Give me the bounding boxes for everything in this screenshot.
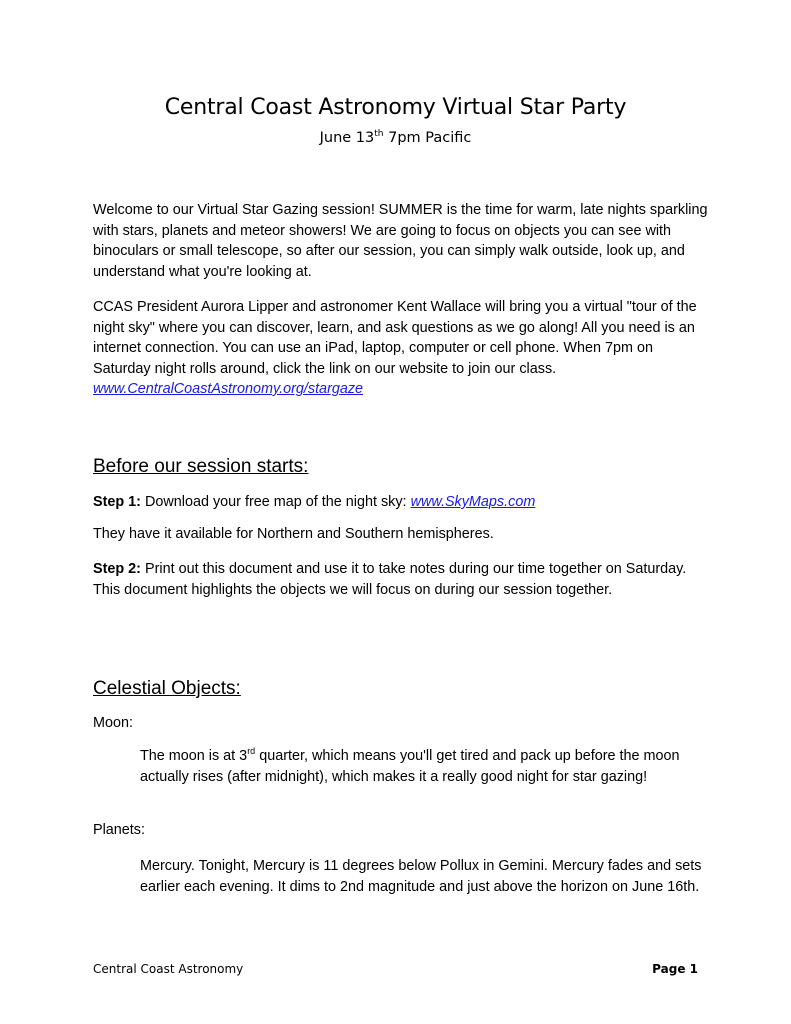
section-heading-before: Before our session starts: xyxy=(93,456,309,477)
stargaze-link[interactable]: www.CentralCoastAstronomy.org/stargaze xyxy=(93,381,364,397)
footer-page-number: Page 1 xyxy=(652,962,698,976)
planets-label: Planets: xyxy=(93,822,145,838)
step-1-label: Step 1: xyxy=(93,494,141,510)
intro-paragraph-2-text: CCAS President Aurora Lipper and astronomer Kent Wallace will bring you a virtual "tour of the night sky" where you can discover, learn, and ask questions as we go along! All you need is an internet connection. You can use an iPad, laptop, computer or cell phone. When 7pm on Saturday night rolls around, click the link on our website to join our class. xyxy=(93,299,697,377)
step-2 xyxy=(93,559,713,600)
section-heading-celestial: Celestial Objects: xyxy=(93,678,241,699)
moon-description xyxy=(140,746,720,787)
event-date-time: 7pm Pacific xyxy=(383,130,472,146)
intro-paragraph-2 xyxy=(93,297,713,400)
event-date-suffix: th xyxy=(374,129,384,139)
step-1 xyxy=(93,492,713,513)
page-title: Central Coast Astronomy Virtual Star Party xyxy=(164,95,627,120)
moon-label: Moon: xyxy=(93,715,133,731)
step-2-label: Step 2: xyxy=(93,561,141,577)
moon-text-a: The moon is at 3 xyxy=(140,748,248,764)
footer-organization: Central Coast Astronomy xyxy=(93,962,244,976)
intro-paragraph-1: Welcome to our Virtual Star Gazing session! SUMMER is the time for warm, late nights sparkling with stars, planets and meteor showers! We are going to focus on objects you can see with binoculars or small telescope, so after our session, you can simply walk outside, look up, and understand what you're looking at. xyxy=(93,202,708,280)
event-date-day: June 13 xyxy=(319,130,375,146)
step-1-text: Download your free map of the night sky: xyxy=(140,494,411,510)
mercury-description: Mercury. Tonight, Mercury is 11 degrees below Pollux in Gemini. Mercury fades and sets earlier each evening. It dims to 2nd magnitude and just above the horizon on June 16th. xyxy=(140,858,702,895)
hemisphere-note: They have it available for Northern and Southern hemispheres. xyxy=(93,526,494,542)
event-date xyxy=(0,128,791,148)
moon-text-b: quarter, which means you'll get tired and pack up before the moon actually rises (after midnight), which makes it a really good night for star gazing! xyxy=(140,748,680,785)
skymaps-link[interactable]: www.SkyMaps.com xyxy=(410,494,536,510)
moon-text-sup: rd xyxy=(247,746,256,756)
step-2-text: Print out this document and use it to take notes during our time together on Saturday. This document highlights the objects we will focus on during our session together. xyxy=(93,561,687,598)
